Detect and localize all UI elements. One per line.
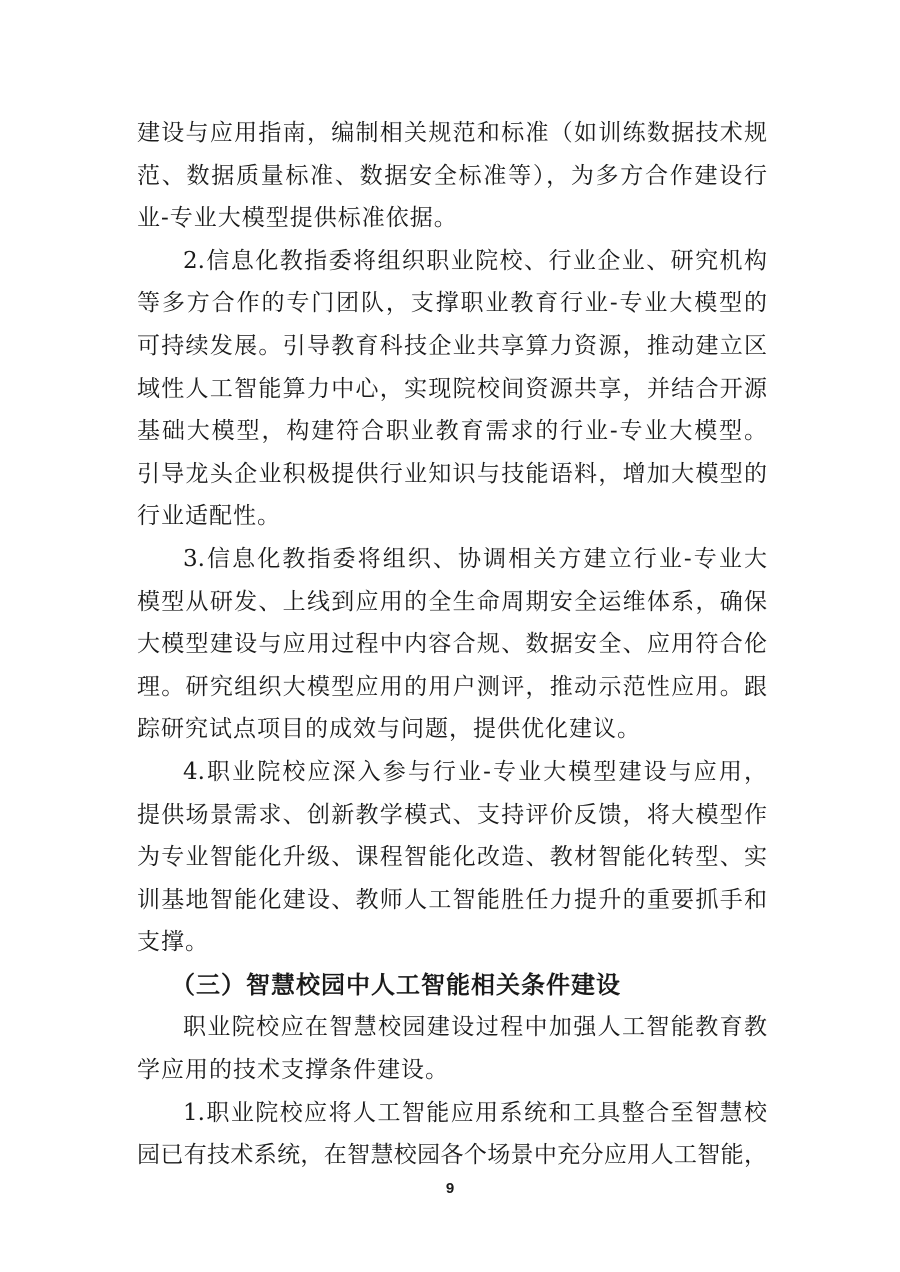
text-line: 为专业智能化升级、课程智能化改造、教材智能化转型、实 [137,844,767,871]
text-line: 基础大模型，构建符合职业教育需求的行业-专业大模型。 [137,418,767,445]
text-line: 引导龙头企业积极提供行业知识与技能语料，增加大模型的 [137,460,767,487]
paragraph [137,112,767,240]
document-body [137,112,767,1177]
text-line: 建设与应用指南，编制相关规范和标准（如训练数据技术规 [137,120,767,146]
text-line: 支撑。 [137,929,209,956]
page-number: 9 [445,1180,455,1197]
text-line: 业-专业大模型提供标准依据。 [137,205,458,232]
text-line: 3.信息化教指委将组织、协调相关方建立行业-专业大 [183,545,767,572]
paragraph [137,751,767,964]
section-heading [137,964,767,1007]
text-line: 1.职业院校应将人工智能应用系统和工具整合至智慧校 [183,1099,767,1126]
text-line: （三）智慧校园中人工智能相关条件建设 [171,970,621,999]
text-line: 4.职业院校应深入参与行业-专业大模型建设与应用， [183,758,767,785]
paragraph [137,1006,767,1091]
text-line: 可持续发展。引导教育科技企业共享算力资源，推动建立区 [137,332,767,359]
text-line: 域性人工智能算力中心，实现院校间资源共享，并结合开源 [137,375,767,402]
text-line: 踪研究试点项目的成效与问题，提供优化建议。 [137,716,641,743]
text-line: 训基地智能化建设、教师人工智能胜任力提升的重要抓手和 [137,886,767,913]
paragraph [137,1092,767,1177]
text-line: 学应用的技术支撑条件建设。 [137,1057,449,1084]
text-line: 2.信息化教指委将组织职业院校、行业企业、研究机构 [183,247,767,274]
text-line: 范、数据质量标准、数据安全标准等），为多方合作建设行 [137,162,767,189]
paragraph [137,240,767,538]
text-line: 理。研究组织大模型应用的用户测评，推动示范性应用。跟 [137,673,767,700]
text-line: 行业适配性。 [137,503,281,530]
text-line: 园已有技术系统，在智慧校园各个场景中充分应用人工智能， [137,1142,767,1169]
text-line: 等多方合作的专门团队，支撑职业教育行业-专业大模型的 [137,290,767,317]
text-line: 模型从研发、上线到应用的全生命周期安全运维体系，确保 [137,588,767,615]
text-line: 提供场景需求、创新教学模式、支持评价反馈，将大模型作 [137,801,767,828]
text-line: 职业院校应在智慧校园建设过程中加强人工智能教育教 [183,1014,767,1041]
paragraph [137,538,767,751]
text-line: 大模型建设与应用过程中内容合规、数据安全、应用符合伦 [137,631,767,658]
